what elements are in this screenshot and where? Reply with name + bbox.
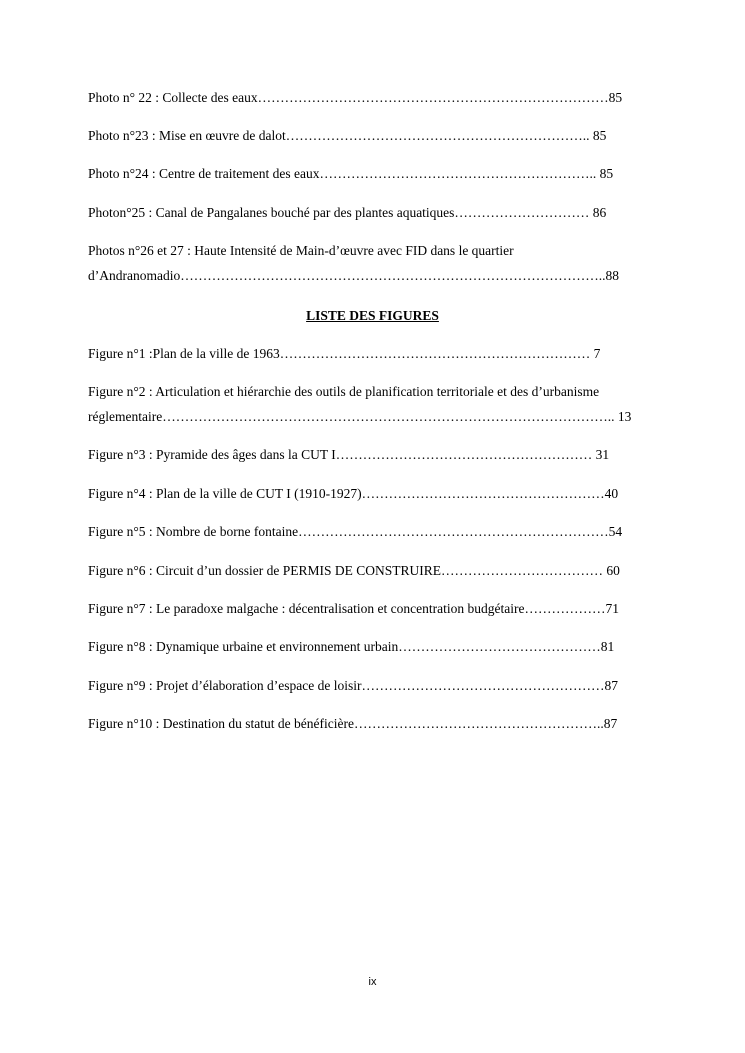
toc-entry-figure-8: Figure n°8 : Dynamique urbaine et environnement urbain………………………………………81 bbox=[88, 639, 615, 654]
toc-entry-figure-10: Figure n°10 : Destination du statut de bénéficière………………………………………………..87 bbox=[88, 716, 618, 731]
toc-entry-figure-1: Figure n°1 :Plan de la ville de 1963…………………………………………………………… 7 bbox=[88, 346, 601, 361]
toc-entry-photo-23: Photo n°23 : Mise en œuvre de dalot………………………………………………………….. 85 bbox=[88, 128, 607, 143]
toc-entry-figure-4: Figure n°4 : Plan de la ville de CUT I (1910-1927)………………………………………………40 bbox=[88, 486, 619, 501]
toc-entry-figure-9: Figure n°9 : Projet d’élaboration d’espace de loisir………………………………………………87 bbox=[88, 678, 618, 693]
toc-entry-photo-25: Photon°25 : Canal de Pangalanes bouché par des plantes aquatiques………………………… 86 bbox=[88, 205, 607, 220]
toc-entry-photo-26-27-cont: d’Andranomadio…………………………………………………………………………………..88 bbox=[88, 268, 619, 283]
toc-entry-figure-2-cont: réglementaire……………………………………………………………………………………….. 13 bbox=[88, 409, 632, 424]
toc-entry-photo-26-27: Photos n°26 et 27 : Haute Intensité de Main-d’œuvre avec FID dans le quartier bbox=[88, 243, 514, 258]
figures-list-heading: LISTE DES FIGURES bbox=[306, 308, 439, 323]
page-number: ix bbox=[368, 976, 377, 988]
toc-entry-figure-6: Figure n°6 : Circuit d’un dossier de PERMIS DE CONSTRUIRE……………………………… 60 bbox=[88, 563, 620, 578]
toc-entry-figure-2: Figure n°2 : Articulation et hiérarchie des outils de planification territoriale et des d’urbanisme bbox=[88, 384, 600, 399]
toc-entry-figure-7: Figure n°7 : Le paradoxe malgache : décentralisation et concentration budgétaire………………71 bbox=[88, 601, 619, 616]
toc-entry-figure-3: Figure n°3 : Pyramide des âges dans la CUT I………………………………………………… 31 bbox=[88, 447, 610, 462]
toc-entry-photo-22: Photo n° 22 : Collecte des eaux……………………………………………………………………85 bbox=[88, 90, 623, 105]
toc-entry-figure-5: Figure n°5 : Nombre de borne fontaine……………………………………………………………54 bbox=[88, 524, 623, 539]
toc-entry-photo-24: Photo n°24 : Centre de traitement des eaux…………………………………………………….. 85 bbox=[88, 166, 614, 181]
